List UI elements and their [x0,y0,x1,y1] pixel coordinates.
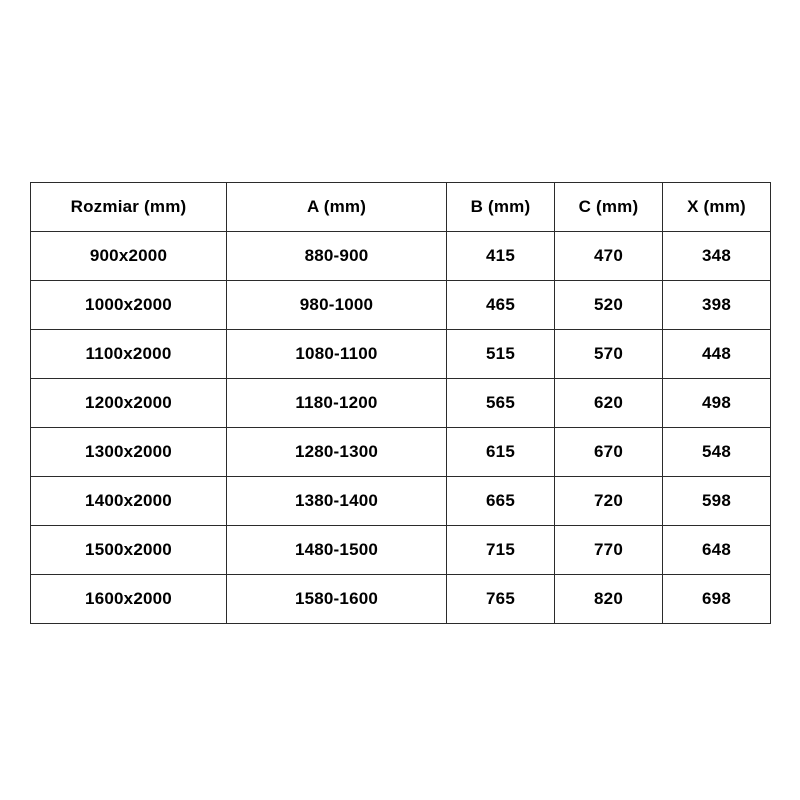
cell-b: 615 [447,428,555,477]
cell-c: 720 [555,477,663,526]
table-row [31,477,771,526]
table-body [31,232,771,624]
size-specification-table [30,182,771,624]
cell-a: 1480-1500 [227,526,447,575]
table-row [31,330,771,379]
table-header-row [31,183,771,232]
cell-b: 665 [447,477,555,526]
table-row [31,526,771,575]
cell-a: 880-900 [227,232,447,281]
cell-a: 1080-1100 [227,330,447,379]
cell-b: 515 [447,330,555,379]
cell-a: 1580-1600 [227,575,447,624]
table-row [31,428,771,477]
cell-b: 765 [447,575,555,624]
cell-c: 620 [555,379,663,428]
cell-rozmiar: 1100x2000 [31,330,227,379]
cell-x: 448 [663,330,771,379]
cell-c: 770 [555,526,663,575]
cell-c: 570 [555,330,663,379]
column-header-b: B (mm) [447,183,555,232]
cell-x: 548 [663,428,771,477]
cell-rozmiar: 1300x2000 [31,428,227,477]
table-row [31,379,771,428]
cell-x: 398 [663,281,771,330]
spec-table-container [30,182,770,624]
column-header-c: C (mm) [555,183,663,232]
table-row [31,575,771,624]
cell-c: 470 [555,232,663,281]
cell-x: 348 [663,232,771,281]
cell-x: 498 [663,379,771,428]
cell-b: 565 [447,379,555,428]
cell-b: 715 [447,526,555,575]
cell-c: 670 [555,428,663,477]
column-header-rozmiar: Rozmiar (mm) [31,183,227,232]
cell-c: 520 [555,281,663,330]
cell-c: 820 [555,575,663,624]
column-header-a: A (mm) [227,183,447,232]
cell-b: 465 [447,281,555,330]
column-header-x: X (mm) [663,183,771,232]
cell-rozmiar: 1200x2000 [31,379,227,428]
cell-rozmiar: 1400x2000 [31,477,227,526]
cell-x: 698 [663,575,771,624]
cell-a: 1180-1200 [227,379,447,428]
cell-a: 980-1000 [227,281,447,330]
cell-x: 648 [663,526,771,575]
cell-rozmiar: 900x2000 [31,232,227,281]
cell-x: 598 [663,477,771,526]
cell-b: 415 [447,232,555,281]
cell-rozmiar: 1500x2000 [31,526,227,575]
table-row [31,232,771,281]
cell-a: 1280-1300 [227,428,447,477]
cell-a: 1380-1400 [227,477,447,526]
table-row [31,281,771,330]
cell-rozmiar: 1600x2000 [31,575,227,624]
cell-rozmiar: 1000x2000 [31,281,227,330]
table-header [31,183,771,232]
